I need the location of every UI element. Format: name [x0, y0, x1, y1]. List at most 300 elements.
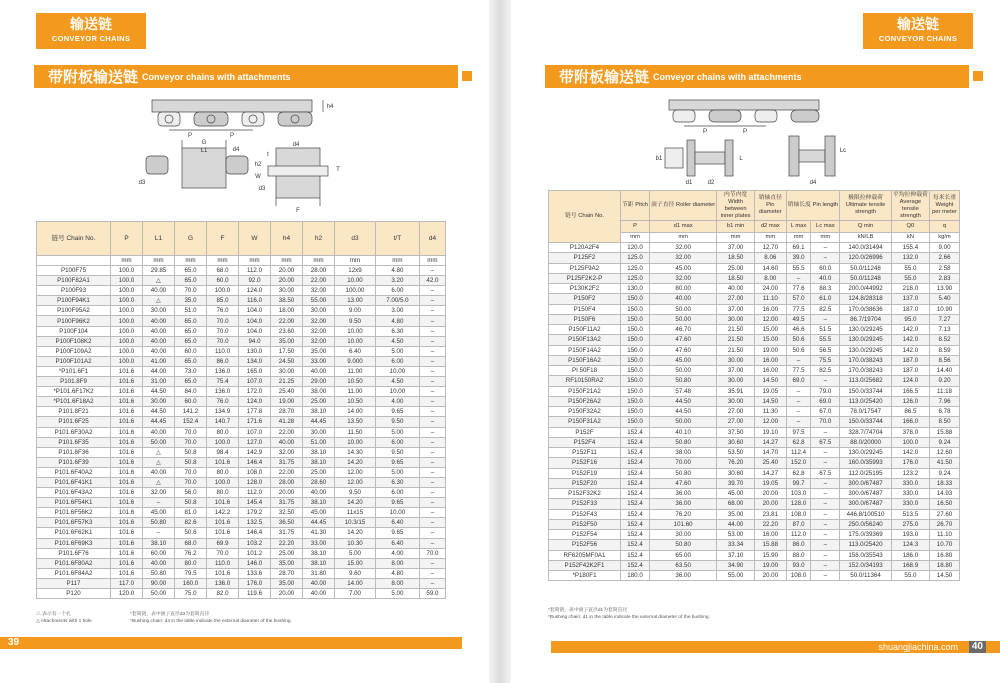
table-cell: 100.0 [111, 346, 143, 356]
table-cell: 166.0 [891, 417, 929, 427]
table-cell: 152.4 [621, 468, 650, 478]
chain-no-cell: *P101.6F18A2 [37, 397, 111, 407]
table-cell: 50.80 [143, 568, 175, 578]
table-cell: 6.40 [375, 518, 419, 528]
table-cell: 5.00 [335, 548, 376, 558]
table-cell: 12.00 [335, 467, 376, 477]
chain-no-cell: P130K2F2 [549, 284, 621, 294]
table-cell: 12.60 [929, 448, 959, 458]
chain-no-cell: P100F94K1 [37, 296, 111, 306]
table-row [37, 589, 446, 599]
table-cell: 120.0 [621, 243, 650, 253]
brand-cn: 输送链 [897, 16, 939, 32]
table-cell: 44.45 [143, 417, 175, 427]
chain-no-cell: P101.6F62K1 [37, 528, 111, 538]
table-cell: 69.0 [786, 376, 811, 386]
table-cell: 186.0 [891, 550, 929, 560]
table-cell: 79.5 [175, 568, 207, 578]
note-line: △ Attachments with 1 hole [36, 618, 92, 624]
svg-text:P: P [742, 129, 748, 135]
table-row [37, 518, 446, 528]
table-cell: 8.52 [929, 335, 959, 345]
table-cell: 150.0 [621, 376, 650, 386]
table-cell: 50.80 [650, 540, 717, 550]
table-cell: 36.50 [271, 518, 303, 528]
chain-no-cell: P101.6F40A2 [37, 467, 111, 477]
table-cell: 32.00 [303, 336, 335, 346]
table-row [549, 304, 960, 314]
table-row [549, 325, 960, 335]
group-header: 极限拉伸载荷 Ultimate tensile strength [840, 191, 892, 221]
table-cell: – [419, 366, 445, 376]
table-cell: 39.0 [786, 253, 811, 263]
table-cell: 218.0 [891, 284, 929, 294]
chain-no-cell: P152F4 [549, 437, 621, 447]
table-cell: 146.4 [239, 457, 271, 467]
table-cell: 171.6 [239, 417, 271, 427]
table-cell: 328.7/74704 [840, 427, 892, 437]
table-cell: 68.0 [175, 538, 207, 548]
table-cell: 31.00 [143, 377, 175, 387]
table-cell: 101.6 [111, 427, 143, 437]
table-cell: 82.5 [811, 366, 840, 376]
table-cell: 16.80 [929, 550, 959, 560]
table-cell: 45.00 [650, 355, 717, 365]
table-cell: 10.00 [335, 336, 376, 346]
table-row [37, 427, 446, 437]
table-cell: 28.70 [271, 568, 303, 578]
table-cell: 101.6 [111, 447, 143, 457]
table-cell: 100.0 [111, 356, 143, 366]
table-cell: 19.00 [754, 345, 786, 355]
table-row [37, 377, 446, 387]
table-cell: 125.0 [621, 273, 650, 283]
table-cell: – [811, 571, 840, 581]
table-cell: 44.50 [143, 387, 175, 397]
table-cell: 11x15 [335, 508, 376, 518]
table-cell: 152.4 [621, 509, 650, 519]
table-cell: 6.40 [375, 538, 419, 548]
table-cell: 152.4 [621, 448, 650, 458]
table-cell: 13.90 [929, 284, 959, 294]
table-cell: 61.0 [811, 294, 840, 304]
chain-no-cell: P101.6F84A2 [37, 568, 111, 578]
table-cell: 14.70 [754, 448, 786, 458]
table-cell: 80.0 [207, 427, 239, 437]
table-cell: 20.00 [271, 266, 303, 276]
table-cell: 41.50 [929, 458, 959, 468]
table-cell: – [811, 427, 840, 437]
chain-no-cell: P101.6F30A2 [37, 427, 111, 437]
table-cell: – [419, 286, 445, 296]
table-row [549, 509, 960, 519]
table-cell: 101.6 [111, 518, 143, 528]
table-cell: – [143, 498, 175, 508]
table-cell: 30.00 [271, 366, 303, 376]
group-header: 销轴直径 Pin diameter [754, 191, 786, 221]
table-cell: 45.00 [717, 489, 755, 499]
chain-no-cell: P101.8F21 [37, 407, 111, 417]
table-cell: 70.0 [175, 427, 207, 437]
table-cell: 9.50 [335, 316, 376, 326]
table-cell: 101.6 [111, 548, 143, 558]
chain-no-cell: RF10150RA2 [549, 376, 621, 386]
table-cell: – [786, 417, 811, 427]
table-row [549, 355, 960, 365]
table-cell: 36.00 [650, 571, 717, 581]
table-cell: 101.6 [111, 508, 143, 518]
table-cell: 47.60 [650, 335, 717, 345]
table-cell: 101.6 [111, 377, 143, 387]
table-cell: 75.5 [811, 355, 840, 365]
table-cell: 70.0 [175, 437, 207, 447]
table-cell: △ [143, 477, 175, 487]
table-cell: 300.0/67487 [840, 489, 892, 499]
table-cell: 9.65 [375, 457, 419, 467]
table-cell: △ [143, 447, 175, 457]
table-cell: 70.0 [811, 417, 840, 427]
table-cell: 101.6 [111, 568, 143, 578]
table-cell: 9.000 [335, 356, 376, 366]
table-cell: 50.8 [175, 447, 207, 457]
table-cell: – [419, 346, 445, 356]
website-url[interactable]: shuangjiachina.com [878, 642, 958, 652]
table-cell: 14.60 [754, 263, 786, 273]
table-cell: 30.00 [303, 306, 335, 316]
table-cell: – [419, 397, 445, 407]
table-cell: – [419, 508, 445, 518]
table-cell: 40.00 [143, 316, 175, 326]
table-cell: 150.0 [621, 294, 650, 304]
table-cell: – [419, 266, 445, 276]
table-cell: 130.0/29245 [840, 345, 892, 355]
table-cell: 51.00 [303, 437, 335, 447]
table-cell: 33.34 [717, 540, 755, 550]
table-cell: 168.9 [891, 560, 929, 570]
group-header: 内节内宽 Width between inner plates [717, 191, 755, 221]
table-cell: – [419, 488, 445, 498]
table-cell: 98.4 [207, 447, 239, 457]
table-cell: 21.50 [717, 325, 755, 335]
table-cell: 134.9 [207, 407, 239, 417]
table-cell: 50.80 [650, 437, 717, 447]
unit-cell: mm [271, 256, 303, 266]
table-cell: 79.0 [811, 386, 840, 396]
symbol-cell: b1 min [717, 221, 755, 233]
table-cell: 152.4 [621, 540, 650, 550]
table-cell: 101.6 [111, 397, 143, 407]
table-cell: 50.8 [175, 498, 207, 508]
table-cell: 70.0 [207, 548, 239, 558]
svg-text:d4: d4 [809, 180, 817, 186]
chain-no-cell: P125F9A2 [549, 263, 621, 273]
table-cell: 63.50 [650, 560, 717, 570]
table-cell: 142.0 [891, 345, 929, 355]
table-cell: 250.0/56240 [840, 519, 892, 529]
col-header: L1 [143, 222, 175, 256]
table-cell: 5.40 [929, 294, 959, 304]
table-cell: – [811, 550, 840, 560]
table-cell: 38.10 [303, 558, 335, 568]
table-cell: 65.00 [650, 550, 717, 560]
table-cell: 101.6 [207, 568, 239, 578]
table-cell: – [811, 314, 840, 324]
chain-no-cell: P150F2 [549, 294, 621, 304]
table-cell: 108.0 [786, 571, 811, 581]
table-cell: 13.00 [335, 296, 376, 306]
table-cell: 101.6 [207, 498, 239, 508]
section-title-en: Conveyor chains with attachments [142, 71, 291, 82]
table-cell: 152.0 [786, 458, 811, 468]
table-cell: 84.0 [175, 387, 207, 397]
table-cell: – [786, 396, 811, 406]
table-cell: 6.78 [929, 407, 959, 417]
table-cell: 57.48 [650, 386, 717, 396]
table-cell: 37.00 [717, 366, 755, 376]
table-cell: 27.00 [717, 294, 755, 304]
table-cell: 101.6 [111, 467, 143, 477]
table-cell: 112.0/25195 [840, 468, 892, 478]
table-cell: 73.0 [175, 366, 207, 376]
table-row [549, 530, 960, 540]
table-cell: 76.0 [207, 397, 239, 407]
chain-no-cell: P101.6F41K1 [37, 477, 111, 487]
table-cell: 108.0 [786, 509, 811, 519]
table-cell: 5.00 [375, 427, 419, 437]
group-header: 滚子直径 Roller diameter [650, 191, 717, 221]
table-cell: 150.0 [621, 335, 650, 345]
chain-no-cell: P101.6F43A2 [37, 488, 111, 498]
table-cell: 152.4 [621, 489, 650, 499]
table-cell: 19.00 [754, 560, 786, 570]
table-cell: 12.00 [335, 477, 376, 487]
table-cell: 16.00 [754, 355, 786, 365]
table-cell: 14.20 [335, 498, 376, 508]
table-cell: 23.81 [754, 509, 786, 519]
table-cell: 27.00 [717, 417, 755, 427]
table-cell: 19.00 [271, 397, 303, 407]
table-cell: 31.75 [271, 528, 303, 538]
table-cell: 6.00 [375, 437, 419, 447]
table-cell: 38.10 [303, 407, 335, 417]
table-cell: 9.24 [929, 468, 959, 478]
chain-no-cell: P120A2F4 [549, 243, 621, 253]
chain-no-cell: P125F2K2-P [549, 273, 621, 283]
table-cell: 12.70 [754, 243, 786, 253]
chain-no-cell: P152F33 [549, 499, 621, 509]
table-cell: 170.0/38243 [840, 366, 892, 376]
right-notes [548, 608, 968, 621]
unit-cell: mm [175, 256, 207, 266]
table-cell: 6.00 [375, 488, 419, 498]
table-cell: 134.0 [239, 356, 271, 366]
svg-text:P: P [229, 133, 235, 139]
table-cell: 100.0 [111, 296, 143, 306]
table-cell: 75.4 [207, 377, 239, 387]
section-title-bar [34, 65, 458, 88]
unit-cell: mm [717, 233, 755, 243]
table-cell: 27.60 [929, 509, 959, 519]
table-cell: 46.6 [786, 325, 811, 335]
table-cell: – [419, 437, 445, 447]
table-cell: 8.50 [929, 417, 959, 427]
chain-no-cell: RF6205MF0A1 [549, 550, 621, 560]
table-cell: 117.0 [111, 578, 143, 588]
table-cell: 146.0 [239, 558, 271, 568]
chain-no-cell: P152F16 [549, 458, 621, 468]
svg-text:d3: d3 [258, 186, 266, 192]
table-cell: 77.5 [786, 304, 811, 314]
unit-cell: mm [335, 256, 376, 266]
table-cell: 179.2 [239, 508, 271, 518]
table-cell: 40.00 [143, 336, 175, 346]
group-header: 销轴长度 Pin length [786, 191, 840, 221]
table-cell: 50.00 [650, 314, 717, 324]
unit-cell: mm [811, 233, 840, 243]
table-cell: 40.00 [717, 284, 755, 294]
table-cell: 10.3/15 [335, 518, 376, 528]
table-cell: 57.0 [786, 294, 811, 304]
chain-no-header: 链号 Chain No. [37, 222, 111, 256]
table-cell: 513.5 [891, 509, 929, 519]
table-cell: 80.0 [207, 467, 239, 477]
svg-text:h4: h4 [326, 104, 334, 110]
table-cell: 101.6 [111, 488, 143, 498]
symbol-cell: q [929, 221, 959, 233]
table-cell: 40.00 [303, 589, 335, 599]
table-cell: 100.0 [207, 286, 239, 296]
table-cell: 67.5 [811, 468, 840, 478]
table-row [549, 448, 960, 458]
table-cell: 51.5 [811, 325, 840, 335]
table-row [37, 457, 446, 467]
table-cell: 70.0 [207, 336, 239, 346]
table-cell: 330.0 [891, 478, 929, 488]
table-cell: 180.0 [621, 571, 650, 581]
table-cell: 6.00 [375, 286, 419, 296]
table-row [37, 336, 446, 346]
table-cell: 60.00 [143, 548, 175, 558]
table-row [549, 560, 960, 570]
table-cell: 65.0 [175, 356, 207, 366]
table-cell: 77.6 [786, 284, 811, 294]
table-cell: 107.0 [239, 427, 271, 437]
table-row [549, 407, 960, 417]
table-cell: 55.0 [891, 273, 929, 283]
table-cell: 76.20 [650, 509, 717, 519]
chain-no-header: 链号 Chain No. [549, 191, 621, 243]
table-cell: 113.0/25420 [840, 540, 892, 550]
table-cell: 30.60 [717, 437, 755, 447]
table-cell: 9.20 [929, 376, 959, 386]
table-cell: 24.00 [754, 284, 786, 294]
table-cell: 28.70 [271, 407, 303, 417]
symbol-cell: Lc max [811, 221, 840, 233]
table-cell: 100.00 [335, 286, 376, 296]
table-cell: 142.0 [891, 335, 929, 345]
right-spec-table [548, 190, 960, 581]
table-cell: 30.00 [143, 397, 175, 407]
table-row [37, 346, 446, 356]
table-cell: 15.88 [754, 540, 786, 550]
section-title-cn: 带附板输送链 [48, 69, 139, 86]
table-cell: 38.10 [303, 548, 335, 558]
table-cell: 25.00 [303, 397, 335, 407]
table-cell: 140.7 [207, 417, 239, 427]
table-cell: 152.4 [621, 530, 650, 540]
table-cell: 150.0 [621, 314, 650, 324]
table-row [37, 417, 446, 427]
table-cell: – [786, 273, 811, 283]
chain-no-cell: P152F [549, 427, 621, 437]
brand-en: CONVEYOR CHAINS [51, 34, 131, 43]
table-cell: 28.00 [303, 266, 335, 276]
table-cell: 120.0/26996 [840, 253, 892, 263]
table-cell: 14.93 [929, 489, 959, 499]
table-cell: 150.0 [621, 407, 650, 417]
table-cell: 130.0/29245 [840, 448, 892, 458]
table-cell: 85.0 [207, 296, 239, 306]
table-cell: 44.50 [143, 407, 175, 417]
table-row [549, 437, 960, 447]
table-cell: 50.6 [786, 345, 811, 355]
table-cell: 20.00 [754, 571, 786, 581]
table-cell: 86.5 [891, 407, 929, 417]
table-cell: 14.50 [754, 376, 786, 386]
table-cell: 127.0 [239, 437, 271, 447]
group-header: 每米长重 Weight per meter [929, 191, 959, 221]
table-cell: 30.00 [271, 286, 303, 296]
table-row [37, 437, 446, 447]
table-cell: – [811, 448, 840, 458]
table-cell: 80.0 [175, 558, 207, 568]
table-cell: – [419, 326, 445, 336]
table-cell: 136.0 [207, 366, 239, 376]
table-cell: 65.0 [175, 266, 207, 276]
footer-bar [0, 637, 462, 649]
table-cell: 146.4 [239, 528, 271, 538]
table-cell: 11.00 [335, 366, 376, 376]
table-row [549, 427, 960, 437]
table-cell: 6.00 [375, 356, 419, 366]
table-cell: – [419, 558, 445, 568]
table-cell: 40.00 [143, 558, 175, 568]
chain-no-cell: P150F32A2 [549, 407, 621, 417]
table-cell: 22.20 [754, 519, 786, 529]
table-cell: 14.00 [335, 407, 376, 417]
table-cell: 16.00 [754, 530, 786, 540]
table-cell: 50.0/11364 [840, 571, 892, 581]
table-cell: 41.28 [271, 417, 303, 427]
table-row [549, 335, 960, 345]
chain-no-cell: P100F75 [37, 266, 111, 276]
table-cell: 62.8 [786, 437, 811, 447]
chain-no-cell: P150F14A2 [549, 345, 621, 355]
section-title-bar [545, 65, 969, 88]
table-cell: 21.50 [717, 335, 755, 345]
table-cell: 142.0 [891, 325, 929, 335]
table-cell: – [811, 253, 840, 263]
table-cell: 9.65 [375, 528, 419, 538]
chain-no-cell: P150F26A2 [549, 396, 621, 406]
table-cell: 70.0 [419, 548, 445, 558]
chain-no-cell: P100F109A2 [37, 346, 111, 356]
table-cell: 28.00 [271, 477, 303, 487]
note-line: *套筒链，表中滚子直径d3为套筒直径 [130, 612, 210, 617]
table-cell: 50.8 [175, 457, 207, 467]
unit-cell: mm [786, 233, 811, 243]
table-cell: 37.00 [717, 243, 755, 253]
